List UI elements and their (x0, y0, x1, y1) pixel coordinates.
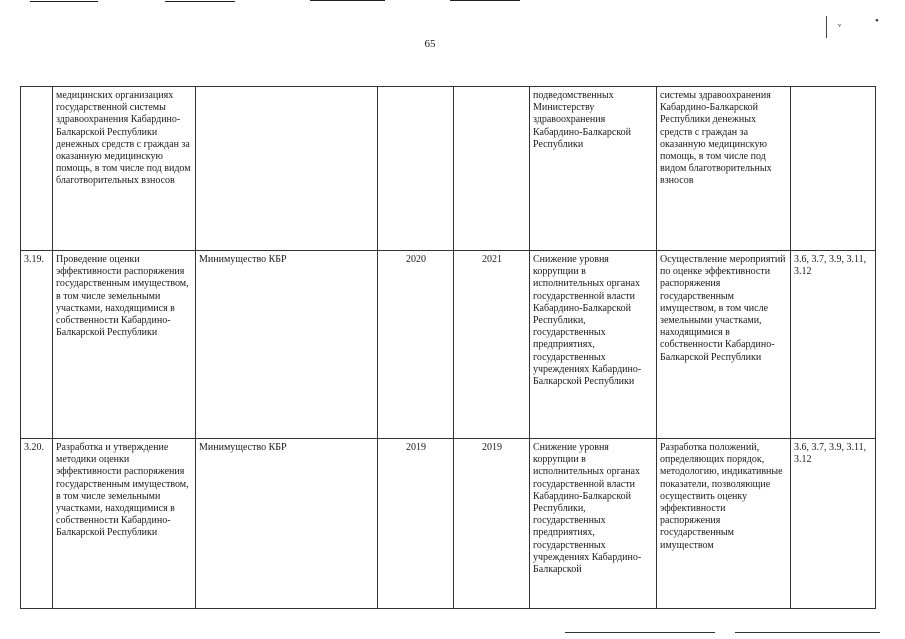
end-year (454, 87, 530, 251)
responsible-body: Минимущество КБР (196, 439, 378, 609)
responsible-body (196, 87, 378, 251)
expected-result: Снижение уровня коррупции в исполнительных органах государственной власти Кабардино-Балкарской Республики, государственных предприятиях, государственных учреждениях Кабардино-Балкарской Республики (530, 251, 657, 439)
row-number: 3.19. (21, 251, 53, 439)
activity-name: Разработка и утверждение методики оценки эффективности распоряжения государственным имуществом, в том числе земельными участками, находящимися в собственности Кабардино-Балкарской Республики (53, 439, 196, 609)
scan-line (565, 632, 715, 633)
start-year: 2019 (378, 439, 454, 609)
indicator-refs (791, 87, 876, 251)
scan-line (30, 1, 98, 2)
margin-bar (826, 16, 827, 38)
row-number (21, 87, 53, 251)
start-year: 2020 (378, 251, 454, 439)
table-row (21, 439, 876, 609)
expected-result: Снижение уровня коррупции в исполнительных органах государственной власти Кабардино-Балкарской Республики, государственных предприятиях, государственных учреждениях Кабардино-Балкарской (530, 439, 657, 609)
scan-line (165, 1, 235, 2)
indicator-refs: 3.6, 3.7, 3.9, 3.11, 3.12 (791, 439, 876, 609)
table-row (21, 87, 876, 251)
measure-description: Осуществление мероприятий по оценке эффективности распоряжения государственным имуществом, в том числе земельными участками, находящимися в собственности Кабардино-Балкарской Республики (657, 251, 791, 439)
scan-line (310, 0, 385, 1)
end-year: 2021 (454, 251, 530, 439)
scan-line (450, 0, 520, 1)
margin-mark: ᵥ (838, 17, 842, 29)
end-year: 2019 (454, 439, 530, 609)
measure-description: системы здравоохранения Кабардино-Балкарской Республики денежных средств с граждан за оказанную медицинскую помощь, в том числе под видом благотворительных взносов (657, 87, 791, 251)
page-number: 65 (424, 38, 436, 50)
indicator-refs: 3.6, 3.7, 3.9, 3.11, 3.12 (791, 251, 876, 439)
table-row (21, 251, 876, 439)
responsible-body: Минимущество КБР (196, 251, 378, 439)
measure-description: Разработка положений, определяющих порядок, методологию, индикативные показатели, позволяющие осуществить оценку эффективности распоряжения государственным имуществом (657, 439, 791, 609)
scan-line (735, 632, 880, 633)
start-year (378, 87, 454, 251)
activity-name: медицинских организациях государственной системы здравоохранения Кабардино-Балкарской Республики денежных средств с граждан за оказанную медицинскую помощь, в том числе под видом благотворительных взносов (53, 87, 196, 251)
expected-result: подведомственных Министерству здравоохранения Кабардино-Балкарской Республики (530, 87, 657, 251)
margin-mark: • (875, 15, 879, 27)
row-number: 3.20. (21, 439, 53, 609)
activities-table (20, 86, 876, 609)
activity-name: Проведение оценки эффективности распоряжения государственным имуществом, в том числе земельными участками, находящимися в собственности Кабардино-Балкарской Республики (53, 251, 196, 439)
